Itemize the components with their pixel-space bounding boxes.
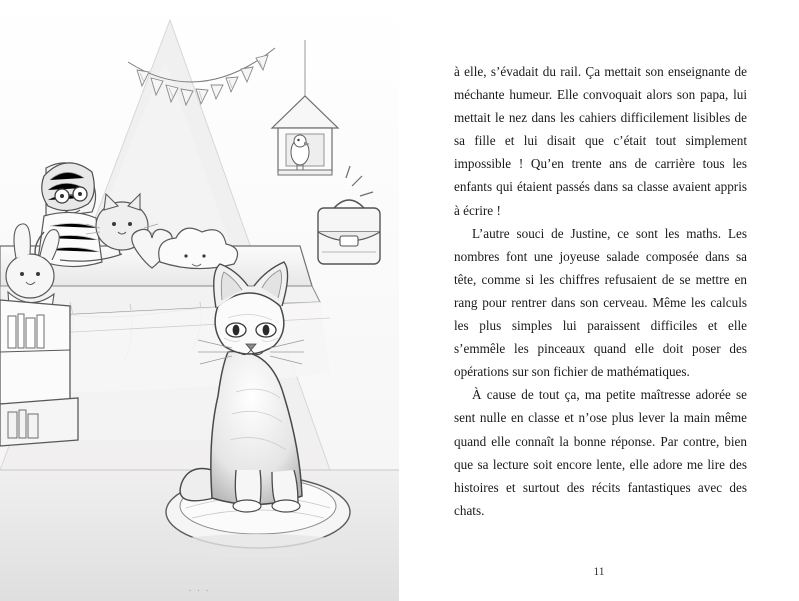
paragraph-2: L’autre souci de Justine, ce sont les maths. Les nombres font une joyeuse salade composée dans sa tête, comme si les chiffres refusaient de se mettre en rang pour rentrer dans son cerveau. Même les calculs les plus simples lui paraissent difficiles et elle s’emmêle les pinceaux quand elle doit poser des opérations sur son fichier de mathématiques.	[454, 225, 747, 380]
body-text-column	[454, 60, 747, 522]
right-page	[399, 0, 799, 601]
left-page	[0, 0, 399, 601]
backpack	[318, 200, 380, 264]
bookshelf	[0, 300, 78, 446]
paragraph-1: à elle, s’évadait du rail. Ça mettait son enseignante de méchante humeur. Elle convoquait alors son papa, lui mettait le nez dans les cahiers difficilement lisibles de sa fille et lui disait que c’était tout simplement impossible ! Qu’en trente ans de carrière tous les enfants qui étaient passés dans sa classe avaient appris à écrire !	[454, 64, 747, 218]
bedroom-with-cat-illustration	[0, 0, 399, 601]
illustration-caption: . . .	[188, 583, 211, 593]
page-number: 11	[593, 566, 605, 578]
paragraph-3: À cause de tout ça, ma petite maîtresse adorée se sent nulle en classe et n’ose plus lever la main même quand elle connaît la bonne réponse. Par contre, bien que sa lecture soit encore lente, elle adore me lire des histoires et surtout des récits fantastiques avec des chats.	[454, 387, 747, 518]
